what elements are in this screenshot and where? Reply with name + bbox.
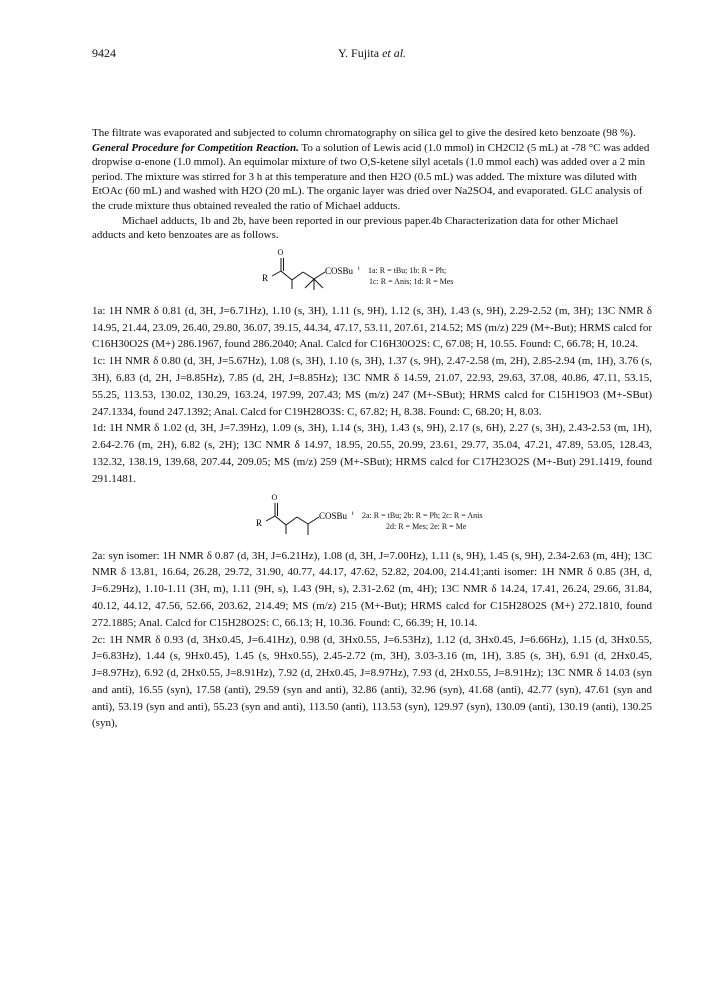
running-et-al: et al. xyxy=(382,46,407,60)
svg-text:t: t xyxy=(352,510,354,517)
procedure-text: To a solution of Lewis acid (1.0 mmol) in CH2Cl2 (5 mL) at -78 °C was added dropwise α-enone (1.0 mmol). An equimolar mixture of two O,S-ketene silyl acetals (1.0 mmol each) was added over a 2 min period. The mixture was stirred for 3 h at this temperature and then H2O (0.5 mL) was added. The mixture was diluted with EtOAc (60 mL) and washed with H2O (20 mL). The organic layer was dried over Na2SO4, and evaporated. GLC analysis of the crude mixture thus obtained revealed the ratio of Michael adducts. xyxy=(92,141,650,212)
structure-2-legend xyxy=(362,510,482,532)
structure-1-legend-line-2: 1c: R = Anis; 1d: R = Mes xyxy=(369,276,454,286)
michael-paragraph: Michael adducts, 1b and 2b, have been reported in our previous paper.4b Characterization data for other Michael adducts and keto benzoates are as follows. xyxy=(92,214,619,242)
procedure-paragraph xyxy=(92,141,652,214)
structure-1-figure xyxy=(92,243,652,303)
structure-2-legend-line-2: 2d: R = Mes; 2e: R = Me xyxy=(386,521,467,531)
structure-1-legend xyxy=(368,265,453,287)
compound-1d-data: 1d: 1H NMR δ 1.02 (d, 3H, J=7.39Hz), 1.09 (s, 3H), 1.14 (s, 3H), 1.43 (s, 9H), 2.17 (s, 6H), 2.27 (s, 3H), 2.43-2.53 (m, 1H), 2.64-2.76 (m, 2H), 6.82 (s, 2H); 13C NMR δ 14.97, 18.95, 20.55, 20.99, 23.61, 29.77, 35.04, 47.21, 47.89, 53.05, 128.43, 132.32, 138.19, 139.68, 207.44, 209.05; MS (m/z) 259 (M+-SBut); HRMS calcd for C17H23O2S (M+-But) 291.1419, found 291.1481. xyxy=(92,422,652,485)
compound-1a-data: 1a: 1H NMR δ 0.81 (d, 3H, J=6.71Hz), 1.10 (s, 3H), 1.11 (s, 9H), 1.12 (s, 3H), 1.43 (s, 9H), 2.29-2.52 (m, 3H); 13C NMR δ 14.95, 21.44, 23.09, 26.40, 29.80, 36.07, 39.15, 44.34, 47.17, 53.11, 207.61, 214.52; MS (m/z) 229 (M+-But); HRMS calcd for C16H30O2S (M+) 286.1967, found 286.2040; Anal. Calcd for C16H30O2S: C, 67.08; H, 10.55. Found: C, 66.78; H, 10.24. xyxy=(92,304,652,351)
intro-paragraph: The filtrate was evaporated and subjected to column chromatography on silica gel to give the desired keto benzoate (98 %). xyxy=(92,127,636,139)
svg-text:t: t xyxy=(358,265,360,272)
page-number: 9424 xyxy=(92,46,116,60)
structure-1-o-label: O xyxy=(277,247,284,257)
structure-1-r-label: R xyxy=(262,272,269,283)
compound-2a-data: 2a: syn isomer: 1H NMR δ 0.87 (d, 3H, J=6.21Hz), 1.08 (d, 3H, J=7.00Hz), 1.11 (s, 9H), 1.45 (s, 9H), 2.34-2.63 (m, 4H); 13C NMR δ 13.81, 16.64, 26.28, 29.72, 31.90, 40.77, 44.17, 47.62, 52.82, 204.00, 214.41;anti isomer: 1H NMR δ 0.85 (3H, d, J=6.29Hz), 1.10-1.11 (3H, m), 1.11 (9H, s), 1.43 (9H, s), 2.31-2.62 (m, 4H); 13C NMR δ 14.24, 17.41, 26.24, 29.66, 31.84, 40.12, 44.12, 47.56, 52.66, 203.62, 214.49; MS (m/z) 215 (M+-But); HRMS calcd for C15H28O2S (M+) 272.1810, found 272.1885; Anal. Calcd for C15H28O2S: C, 66.13; H, 10.36. Found: C, 66.39; H, 10.14. xyxy=(92,549,652,629)
structure-2-cosbu-label: COSBu xyxy=(319,510,348,521)
running-authors: Y. Fujita xyxy=(337,46,380,60)
structure-1-cosbu-label: COSBu xyxy=(325,265,354,276)
structure-2-figure xyxy=(92,488,652,548)
procedure-heading: General Procedure for Competition Reaction. xyxy=(92,141,299,154)
article-body xyxy=(92,126,652,732)
compound-2c-data: 2c: 1H NMR δ 0.93 (d, 3Hx0.45, J=6.41Hz), 0.98 (d, 3Hx0.55, J=6.53Hz), 1.12 (d, 3Hx0.45, J=6.66Hz), 1.15 (d, 3Hx0.55, J=6.83Hz), 1.44 (s, 9Hx0.45), 1.45 (s, 9Hx0.55), 2.45-2.72 (m, 3H), 3.03-3.16 (m, 1H), 3.85 (s, 3H), 6.91 (d, 2Hx0.45, J=8.97Hz), 6.92 (d, 2Hx0.55, J=8.91Hz), 7.92 (d, 2Hx0.45, J=8.97Hz), 7.93 (d, 2Hx0.55, J=8.91Hz); 13C NMR δ 14.03 (syn and anti), 16.55 (syn), 17.58 (anti), 29.59 (syn and anti), 32.86 (anti), 32.96 (syn), 41.68 (anti), 42.77 (syn), 47.61 (syn and anti), 53.19 (syn and anti), 55.23 (syn and anti), 113.50 (anti), 113.53 (syn), 129.97 (syn), 130.09 (anti), 130.19 (anti), 130.25 (syn), xyxy=(92,633,652,730)
structure-2-r-label: R xyxy=(256,517,263,528)
structure-2-o-label: O xyxy=(271,492,278,502)
structure-2-legend-line-1: 2a: R = tBu; 2b: R = Ph; 2c: R = Anis xyxy=(362,510,483,520)
structure-1-legend-line-1: 1a: R = tBu; 1b: R = Ph; xyxy=(368,265,447,275)
compound-1c-data: 1c: 1H NMR δ 0.80 (d, 3H, J=5.67Hz), 1.08 (s, 3H), 1.10 (s, 3H), 1.37 (s, 9H), 2.47-2.58 (m, 2H), 2.85-2.94 (m, 1H), 3.76 (s, 3H), 6.83 (d, 2H, J=8.85Hz), 7.85 (d, 2H, J=8.85Hz); 13C NMR δ 14.59, 21.07, 22.93, 29.63, 37.08, 40.86, 47.11, 53.15, 55.25, 113.53, 130.02, 130.29, 163.24, 197.99, 207.43; MS (m/z) 247 (M+-SBut); HRMS calcd for C15H19O3 (M+-SBut) 247.1334, found 247.1392; Anal. Calcd for C19H28O3S: C, 67.82; H, 8.38. Found: C, 68.20; H, 8.03. xyxy=(92,355,652,418)
running-title xyxy=(92,46,652,61)
